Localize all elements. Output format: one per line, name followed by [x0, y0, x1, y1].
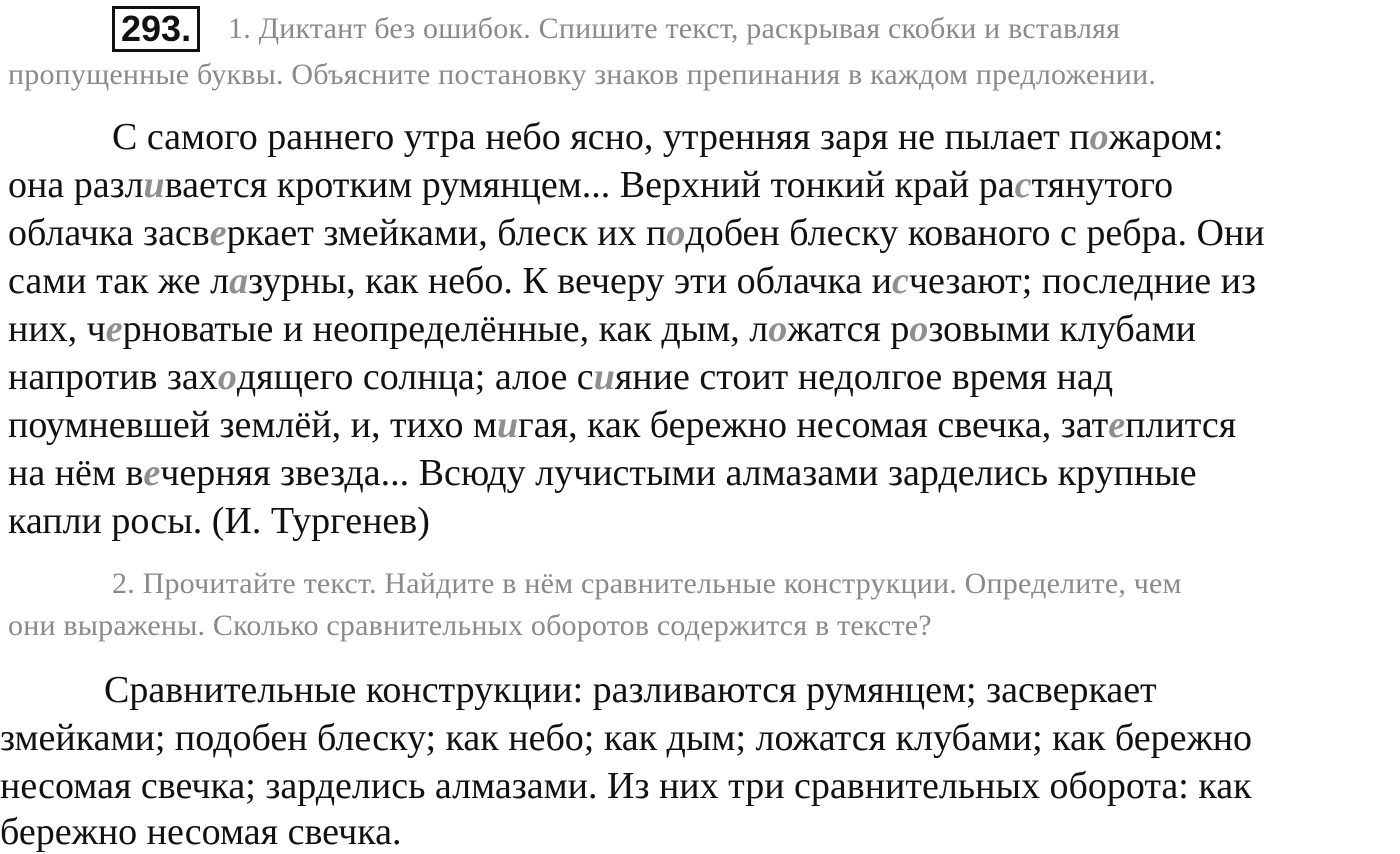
inserted-letter: о	[909, 308, 929, 350]
task2-line-2: они выражены. Сколько сравнительных оборотов содержится в тексте?	[8, 609, 932, 642]
inserted-letter: и	[593, 356, 615, 398]
text-segment: жаром:	[1108, 116, 1224, 158]
text-segment: тянутого	[1031, 164, 1174, 206]
answer-line-1: Сравнительные конструкции: разливаются румянцем; засверкает	[104, 669, 1157, 711]
text-line-7	[8, 403, 1236, 447]
inserted-letter: с	[1014, 164, 1032, 206]
inserted-letter: е	[209, 212, 227, 254]
text-segment: плится	[1125, 404, 1237, 446]
text-line-1	[112, 115, 1224, 159]
task1-line-2: пропущенные буквы. Объясните постановку знаков препинания в каждом предложении.	[8, 58, 1157, 91]
text-segment: вается кротким румянцем... Верхний тонкий край ра	[164, 164, 1015, 206]
inserted-letter: о	[768, 308, 788, 350]
text-line-2	[8, 163, 1173, 207]
text-line-8	[8, 451, 1197, 495]
task1-line-1: 1. Диктант без ошибок. Спишите текст, раскрывая скобки и вставляя	[228, 12, 1121, 45]
inserted-letter: о	[666, 212, 686, 254]
text-segment: сами так же л	[8, 260, 230, 302]
inserted-letter: е	[143, 452, 161, 494]
text-segment: дящего солнца; алое с	[236, 356, 594, 398]
text-line-9	[8, 499, 430, 543]
inserted-letter: е	[105, 308, 123, 350]
text-segment: жатся р	[787, 308, 910, 350]
exercise-number-box: 293.	[112, 6, 200, 52]
text-segment: яние стоит недолгое время над	[614, 356, 1114, 398]
inserted-letter: и	[497, 404, 519, 446]
text-segment: гая, как бережно несомая свечка, зат	[518, 404, 1109, 446]
answer-line-3: несомая свечка; зарделись алмазами. Из них три сравнительных оборота: как	[0, 765, 1252, 807]
text-segment: ркает змейками, блеск их п	[226, 212, 667, 254]
text-segment: капли росы. (И. Тургенев)	[8, 500, 430, 542]
text-segment: поумневшей землёй, и, тихо м	[8, 404, 498, 446]
text-segment: напротив зах	[8, 356, 218, 398]
text-line-6	[8, 355, 1113, 399]
inserted-letter: о	[217, 356, 237, 398]
text-segment: облачка засв	[8, 212, 210, 254]
text-segment: черняя звезда... Всюду лучистыми алмазами зарделись крупные	[160, 452, 1197, 494]
text-segment: зовыми клубами	[928, 308, 1196, 350]
answer-line-2: змейками; подобен блеску; как небо; как дым; ложатся клубами; как бережно	[0, 717, 1253, 759]
text-segment: на нём в	[8, 452, 144, 494]
task2-line-1: 2. Прочитайте текст. Найдите в нём сравнительные конструкции. Определите, чем	[112, 567, 1182, 600]
text-line-5	[8, 307, 1196, 351]
text-line-4	[8, 259, 1256, 303]
text-segment: она разл	[8, 164, 144, 206]
text-segment: С самого раннего утра небо ясно, утренняя заря не пылает п	[112, 116, 1090, 158]
text-segment: них, ч	[8, 308, 106, 350]
inserted-letter: с	[892, 260, 909, 302]
inserted-letter: о	[1089, 116, 1109, 158]
inserted-letter: а	[229, 260, 249, 302]
text-segment: зурны, как небо. К вечеру эти облачка и	[248, 260, 893, 302]
text-segment: добен блеску кованого с ребра. Они	[685, 212, 1265, 254]
text-line-3	[8, 211, 1265, 255]
inserted-letter: и	[143, 164, 165, 206]
answer-line-4: бережно несомая свечка.	[0, 811, 402, 853]
inserted-letter: е	[1108, 404, 1126, 446]
text-segment: рноватые и неопределённые, как дым, л	[122, 308, 769, 350]
text-segment: чезают; последние из	[908, 260, 1256, 302]
